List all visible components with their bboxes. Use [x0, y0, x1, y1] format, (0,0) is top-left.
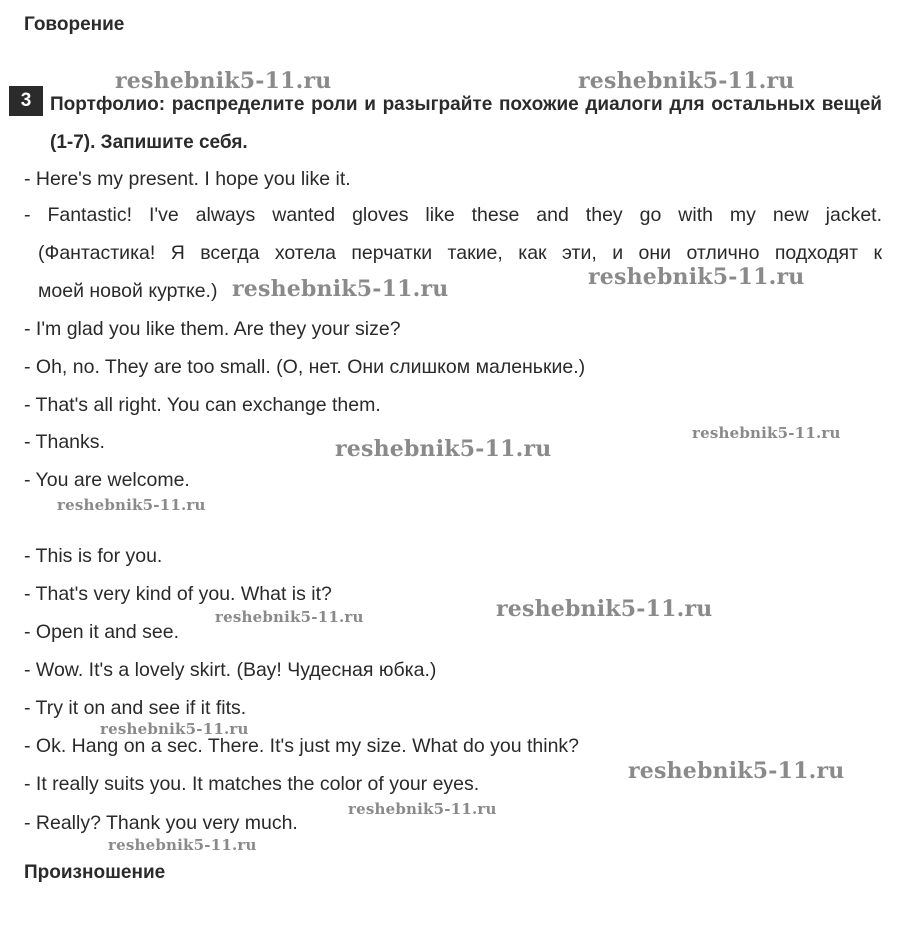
dialogue2-line5: - Try it on and see if it fits. [24, 697, 247, 719]
dialogue1-line5: - That's all right. You can exchange them. [24, 394, 381, 416]
dialogue1-line2-row3: моей новой куртке.) [38, 280, 218, 302]
dialogue1-line7: - You are welcome. [24, 469, 190, 491]
dialogue1-line2-row2: (Фантастика! Я всегда хотела перчатки такие, как эти, и они отлично подходят к [38, 242, 882, 264]
dialogue1-line2-row1: - Fantastic! I've always wanted gloves like these and they go with my new jacket. [24, 204, 882, 226]
task-number-badge: 3 [9, 86, 43, 116]
dialogue1-line2 [24, 196, 882, 310]
dialogue2-line7: - It really suits you. It matches the color of your eyes. [24, 773, 480, 795]
watermark: reshebnik5-11.ru [57, 496, 206, 514]
dialogue1-line3: - I'm glad you like them. Are they your size? [24, 318, 401, 340]
watermark: reshebnik5-11.ru [232, 276, 449, 302]
watermark: reshebnik5-11.ru [108, 836, 257, 854]
dialogue1-line6: - Thanks. [24, 431, 105, 453]
dialogue1-line1: - Here's my present. I hope you like it. [24, 168, 351, 190]
dialogue2-line8: - Really? Thank you very much. [24, 812, 298, 834]
dialogue2-line2: - That's very kind of you. What is it? [24, 583, 332, 605]
next-section-title: Произношение [24, 862, 166, 883]
dialogue2-line3: - Open it and see. [24, 621, 180, 643]
dialogue2-line4: - Wow. It's a lovely skirt. (Вау! Чудесная юбка.) [24, 659, 437, 681]
watermark: reshebnik5-11.ru [115, 68, 332, 94]
watermark: reshebnik5-11.ru [578, 68, 795, 94]
task-instruction: Портфолио: распределите роли и разыграйте похожие диалоги для остальных вещей (1-7). Запишите себя. [50, 94, 882, 153]
watermark: reshebnik5-11.ru [100, 720, 249, 738]
watermark: reshebnik5-11.ru [628, 758, 845, 784]
dialogue1-line4: - Oh, no. They are too small. (О, нет. Они слишком маленькие.) [24, 356, 586, 378]
watermark: reshebnik5-11.ru [496, 596, 713, 622]
dialogue2-line6: - Ok. Hang on a sec. There. It's just my size. What do you think? [24, 735, 580, 757]
watermark: reshebnik5-11.ru [588, 264, 805, 290]
section-title: Говорение [24, 14, 125, 35]
dialogue2-line1: - This is for you. [24, 545, 163, 567]
watermark: reshebnik5-11.ru [348, 800, 497, 818]
watermark: reshebnik5-11.ru [335, 436, 552, 462]
watermark: reshebnik5-11.ru [692, 424, 841, 442]
watermark: reshebnik5-11.ru [215, 608, 364, 626]
